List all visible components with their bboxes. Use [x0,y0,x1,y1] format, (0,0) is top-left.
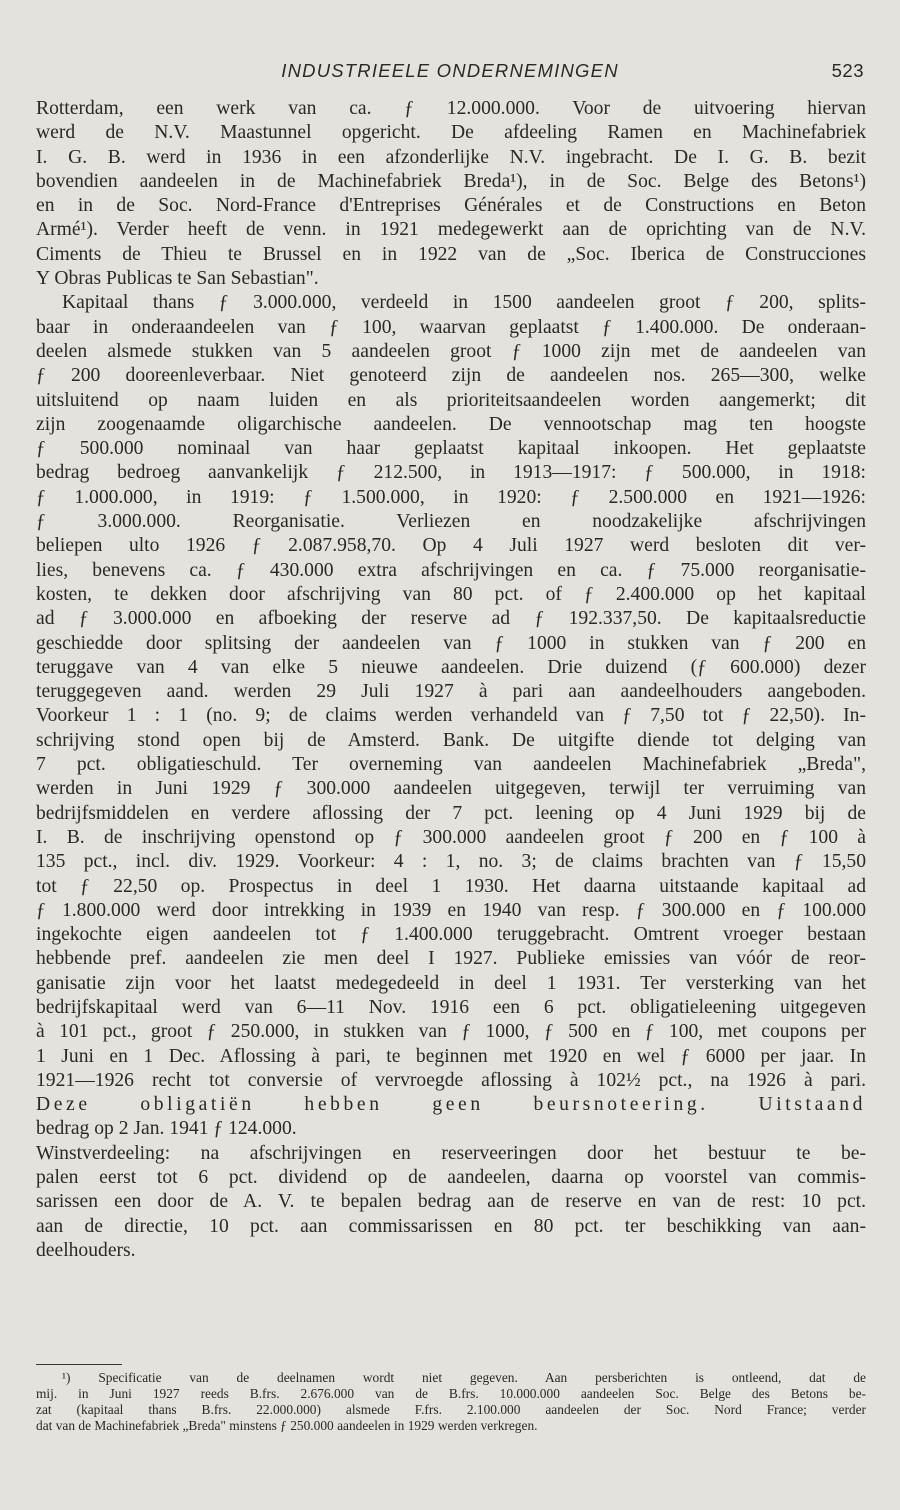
footnote-line: zat (kapitaal thans B.frs. 22.000.000) alsmede F.frs. 2.100.000 aandeelen der Soc. Nord France; verder [36,1402,866,1417]
text-line: Voorkeur 1 : 1 (no. 9; de claims werden verhandeld van ƒ 7,50 tot ƒ 22,50). In- [36,705,866,727]
text-line: lies, benevens ca. ƒ 430.000 extra afschrijvingen en ca. ƒ 75.000 reorganisatie- [36,559,866,581]
text-line: teruggegeven aand. werden 29 Juli 1927 à pari aan aandeelhouders aangeboden. [36,681,866,703]
text-line: ganisatie zijn voor het laatst medegedeeld in deel 1 1931. Ter versterking van het [36,972,866,994]
text-line: ƒ 1.000.000, in 1919: ƒ 1.500.000, in 1920: ƒ 2.500.000 en 1921—1926: [36,486,866,508]
text-line: 7 pct. obligatieschuld. Ter overneming van aandeelen Machinefabriek „Breda", [36,754,866,776]
text-line: baar in onderaandeelen van ƒ 100, waarvan geplaatst ƒ 1.400.000. De onderaan- [36,316,866,338]
footnote-line: mij. in Juni 1927 reeds B.frs. 2.676.000 van de B.frs. 10.000.000 aandeelen Soc. Belge des Betons be- [36,1386,866,1401]
text-line: deelhouders. [36,1239,136,1261]
text-line: I. B. de inschrijving openstond op ƒ 300.000 aandeelen groot ƒ 200 en ƒ 100 à [36,826,866,848]
text-line: ƒ 200 dooreenleverbaar. Niet genoteerd zijn de aandeelen nos. 265—300, welke [36,365,866,387]
text-line: bovendien aandeelen in de Machinefabriek Breda¹), in de Soc. Belge des Betons¹) [36,170,866,192]
text-line: bedrijfsmiddelen en verdere aflossing der 7 pct. leening op 4 Juni 1929 bij de [36,802,866,824]
text-line: deelen alsmede stukken van 5 aandeelen groot ƒ 1000 zijn met de aandeelen van [36,340,866,362]
text-line: Rotterdam, een werk van ca. ƒ 12.000.000. Voor de uitvoering hiervan [36,98,866,119]
page-number: 523 [831,60,864,81]
text-line: 1 Juni en 1 Dec. Aflossing à pari, te beginnen met 1920 en wel ƒ 6000 per jaar. In [36,1045,866,1067]
text-line: à 101 pct., groot ƒ 250.000, in stukken van ƒ 1000, ƒ 500 en ƒ 100, met coupons per [36,1021,866,1043]
text-line: uitsluitend op naam luiden en als prioriteitsaandeelen worden aangemerkt; dit [36,389,866,411]
text-line: sarissen een door de A. V. te bepalen bedrag aan de reserve en van de rest: 10 pct. [36,1191,866,1213]
text-line: ingekochte eigen aandeelen tot ƒ 1.400.000 teruggebracht. Omtrent vroeger bestaan [36,924,866,946]
text-line: ƒ 1.800.000 werd door intrekking in 1939 en 1940 van resp. ƒ 300.000 en ƒ 100.000 [36,899,866,921]
text-line: ad ƒ 3.000.000 en afboeking der reserve ad ƒ 192.337,50. De kapitaalsreductie [36,608,866,630]
text-line: Y Obras Publicas te San Sebastian". [36,268,319,290]
text-line: beliepen ulto 1926 ƒ 2.087.958,70. Op 4 Juli 1927 werd besloten dit ver- [36,535,866,557]
footnotes [36,1370,866,1434]
text-line: teruggave van 4 van elke 5 nieuwe aandeelen. Drie duizend (ƒ 600.000) dezer [36,656,866,678]
body-text [36,97,866,1263]
text-line: hebbende pref. aandeelen zie men deel I 1927. Publieke emissies van vóór de reor- [36,948,866,970]
text-line: kosten, te dekken door afschrijving van 80 pct. of ƒ 2.400.000 op het kapitaal [36,583,866,605]
footnote-line: dat van de Machinefabriek „Breda" minstens ƒ 250.000 aandeelen in 1929 werden verkregen. [36,1418,538,1433]
text-line: Ciments de Thieu te Brussel en in 1922 van de „Soc. Iberica de Construcciones [36,243,866,265]
text-line: bedrag bedroeg aanvankelijk ƒ 212.500, in 1913—1917: ƒ 500.000, in 1918: [36,462,866,484]
text-line: 135 pct., incl. div. 1929. Voorkeur: 4 : 1, no. 3; de claims brachten van ƒ 15,50 [36,851,866,873]
text-line: ƒ 3.000.000. Reorganisatie. Verliezen en noodzakelijke afschrijvingen [36,511,866,533]
text-line: Kapitaal thans ƒ 3.000.000, verdeeld in 1500 aandeelen groot ƒ 200, splits- [62,292,866,314]
text-line: werden in Juni 1929 ƒ 300.000 aandeelen uitgegeven, terwijl ter verruiming van [36,778,866,800]
page-header [36,60,864,90]
text-line: bedrag op 2 Jan. 1941 ƒ 124.000. [36,1118,297,1140]
text-line: Winstverdeeling: na afschrijvingen en reserveeringen door het bestuur te be- [36,1142,866,1164]
text-line: schrijving stond open bij de Amsterd. Bank. De uitgifte diende tot delging van [36,729,866,751]
text-line: zijn zoogenaamde oligarchische aandeelen. De vennootschap mag ten hoogste [36,413,866,435]
text-line: palen eerst tot 6 pct. dividend op de aandeelen, daarna op voorstel van commis- [36,1167,866,1189]
text-line: Deze obligatiën hebben geen beursnoteering. Uitstaand [36,1094,866,1116]
footnote-line: ¹) Specificatie van de deelnamen wordt niet gegeven. Aan persberichten is ontleend, dat de [62,1370,866,1385]
footnote-divider [36,1364,122,1365]
text-line: 1921—1926 recht tot conversie of vervroegde aflossing à 102½ pct., na 1926 à pari. [36,1069,866,1091]
text-line: bedrijfskapitaal werd van 6—11 Nov. 1916 een 6 pct. obligatieleening uitgegeven [36,996,866,1018]
running-title: INDUSTRIEELE ONDERNEMINGEN [281,60,619,81]
text-line: ƒ 500.000 nominaal van haar geplaatst kapitaal inkoopen. Het geplaatste [36,438,866,460]
text-line: geschiedde door splitsing der aandeelen van ƒ 1000 in stukken van ƒ 200 en [36,632,866,654]
text-line: I. G. B. werd in 1936 in een afzonderlijke N.V. ingebracht. De I. G. B. bezit [36,146,866,168]
text-line: tot ƒ 22,50 op. Prospectus in deel 1 1930. Het daarna uitstaande kapitaal ad [36,875,866,897]
text-line: Armé¹). Verder heeft de venn. in 1921 medegewerkt aan de oprichting van de N.V. [36,219,866,241]
text-line: werd de N.V. Maastunnel opgericht. De afdeeling Ramen en Machinefabriek [36,122,866,144]
text-line: en in de Soc. Nord-France d'Entreprises Générales et de Constructions en Beton [36,195,866,217]
text-line: aan de directie, 10 pct. aan commissarissen en 80 pct. ter beschikking van aan- [36,1215,866,1237]
